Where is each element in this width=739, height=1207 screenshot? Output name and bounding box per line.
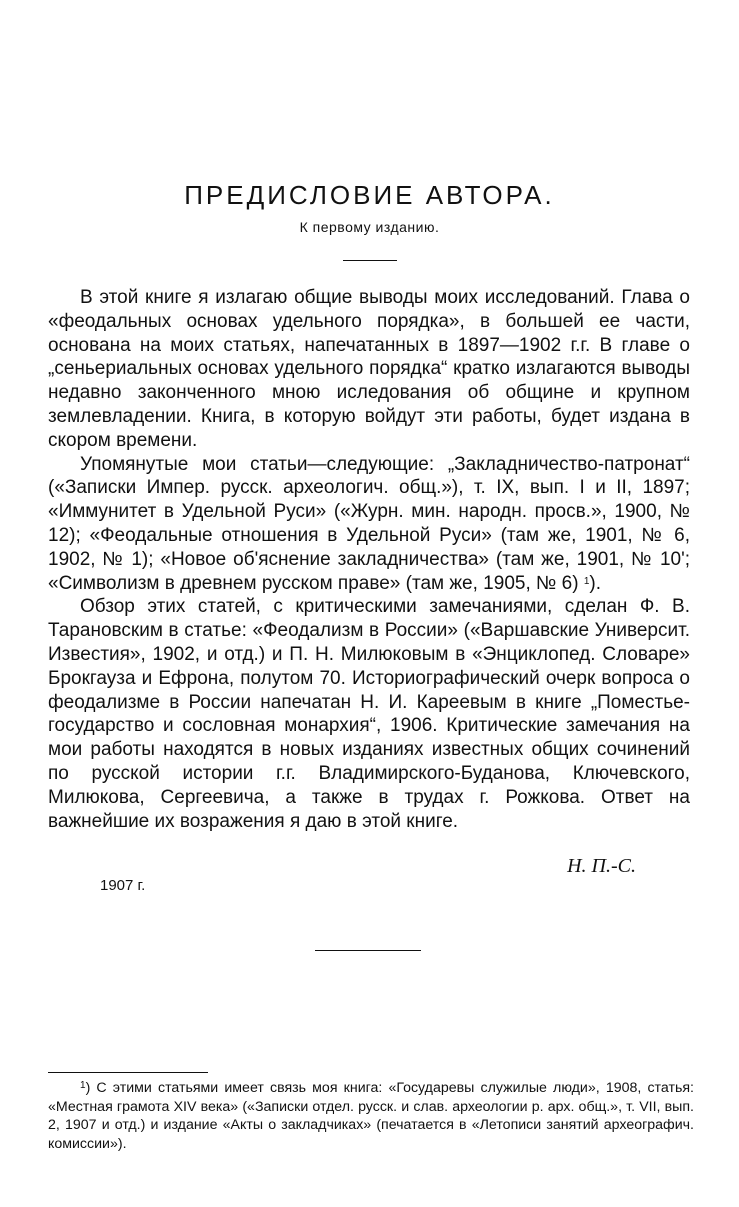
footnote-reference: 1 xyxy=(583,575,590,587)
footnote xyxy=(48,1079,694,1153)
page-subtitle: К первому изданию. xyxy=(299,219,440,235)
paragraph-2-text: Упомянутые мои статьи—следующие: „Закладничество-патронат“ («Записки Импер. русск. археологич. общ.»), т. IX, вып. I и II, 1897; «Иммунитет в Удельной Руси» («Журн. мин. народн. просв.», 1900, № 12); «Феодальные отношения в Удельной Руси» (там же, 1901, № 6, 1902, № 1); «Новое об'яснение закладничества» (там же, 1901, № 10'; «Символизм в древнем русском праве» (там же, 1905, № 6) xyxy=(48,453,690,594)
paragraph-2 xyxy=(48,453,690,596)
paragraph-1: В этой книге я излагаю общие выводы моих исследований. Глава о «феодальных основах удельного порядка», в большей ее части, основана на моих статьях, напечатанных в 1897—1902 г.г. В главе о „сеньериальных основах удельного порядка“ кратко излагаются выводы недавно законченного мною иcледования об общине и крупном землевладении. Книга, в которую войдут эти работы, будет издана в скором времени. xyxy=(48,287,690,451)
preface-body xyxy=(48,286,690,833)
author-signature: Н. П.-С. xyxy=(567,855,636,877)
footnote-marker: 1 xyxy=(80,1080,86,1091)
paragraph-2-end: ). xyxy=(589,572,602,594)
title-divider xyxy=(343,260,397,261)
footnote-text: ) С этими статьями имеет связь моя книга: «Государевы служилые люди», 1908, статья: «Местная грамота XIV века» («Записки отдел. русск. и слав. археологии р. арх. общ.», т. VII, вып. 2, 1907 и отд.) и издание «Акты о закладчиках» (печатается в «Летописи занятий археографич. комиссии»). xyxy=(48,1080,694,1152)
page-title: ПРЕДИСЛОВИЕ АВТОРА. xyxy=(184,180,555,210)
footnote-rule xyxy=(48,1072,208,1073)
paragraph-3: Обзор этих статей, с критическими замечаниями, сделан Ф. В. Тарановским в статье: «Феодализм в России» («Варшавские Университ. Известия», 1902, и отд.) и П. Н. Милюковым в «Энциклопед. Словаре» Брокгауза и Ефрона, полутом 70. Историографический очерк вопроса о феодализме в России напечатан Н. И. Кареевым в книге „Поместье-государство и сословная монархия“, 1906. Критические замечания на мои работы находятся в новых изданиях известных общих сочинений по русской истории г.г. Владимирского-Буданова, Ключевского, Милюкова, Сергеевича, а также в трудах г. Рожкова. Ответ на важнейшие их возражения я даю в этой книге. xyxy=(48,596,690,832)
date-line: 1907 г. xyxy=(100,877,146,894)
section-divider xyxy=(315,950,421,951)
